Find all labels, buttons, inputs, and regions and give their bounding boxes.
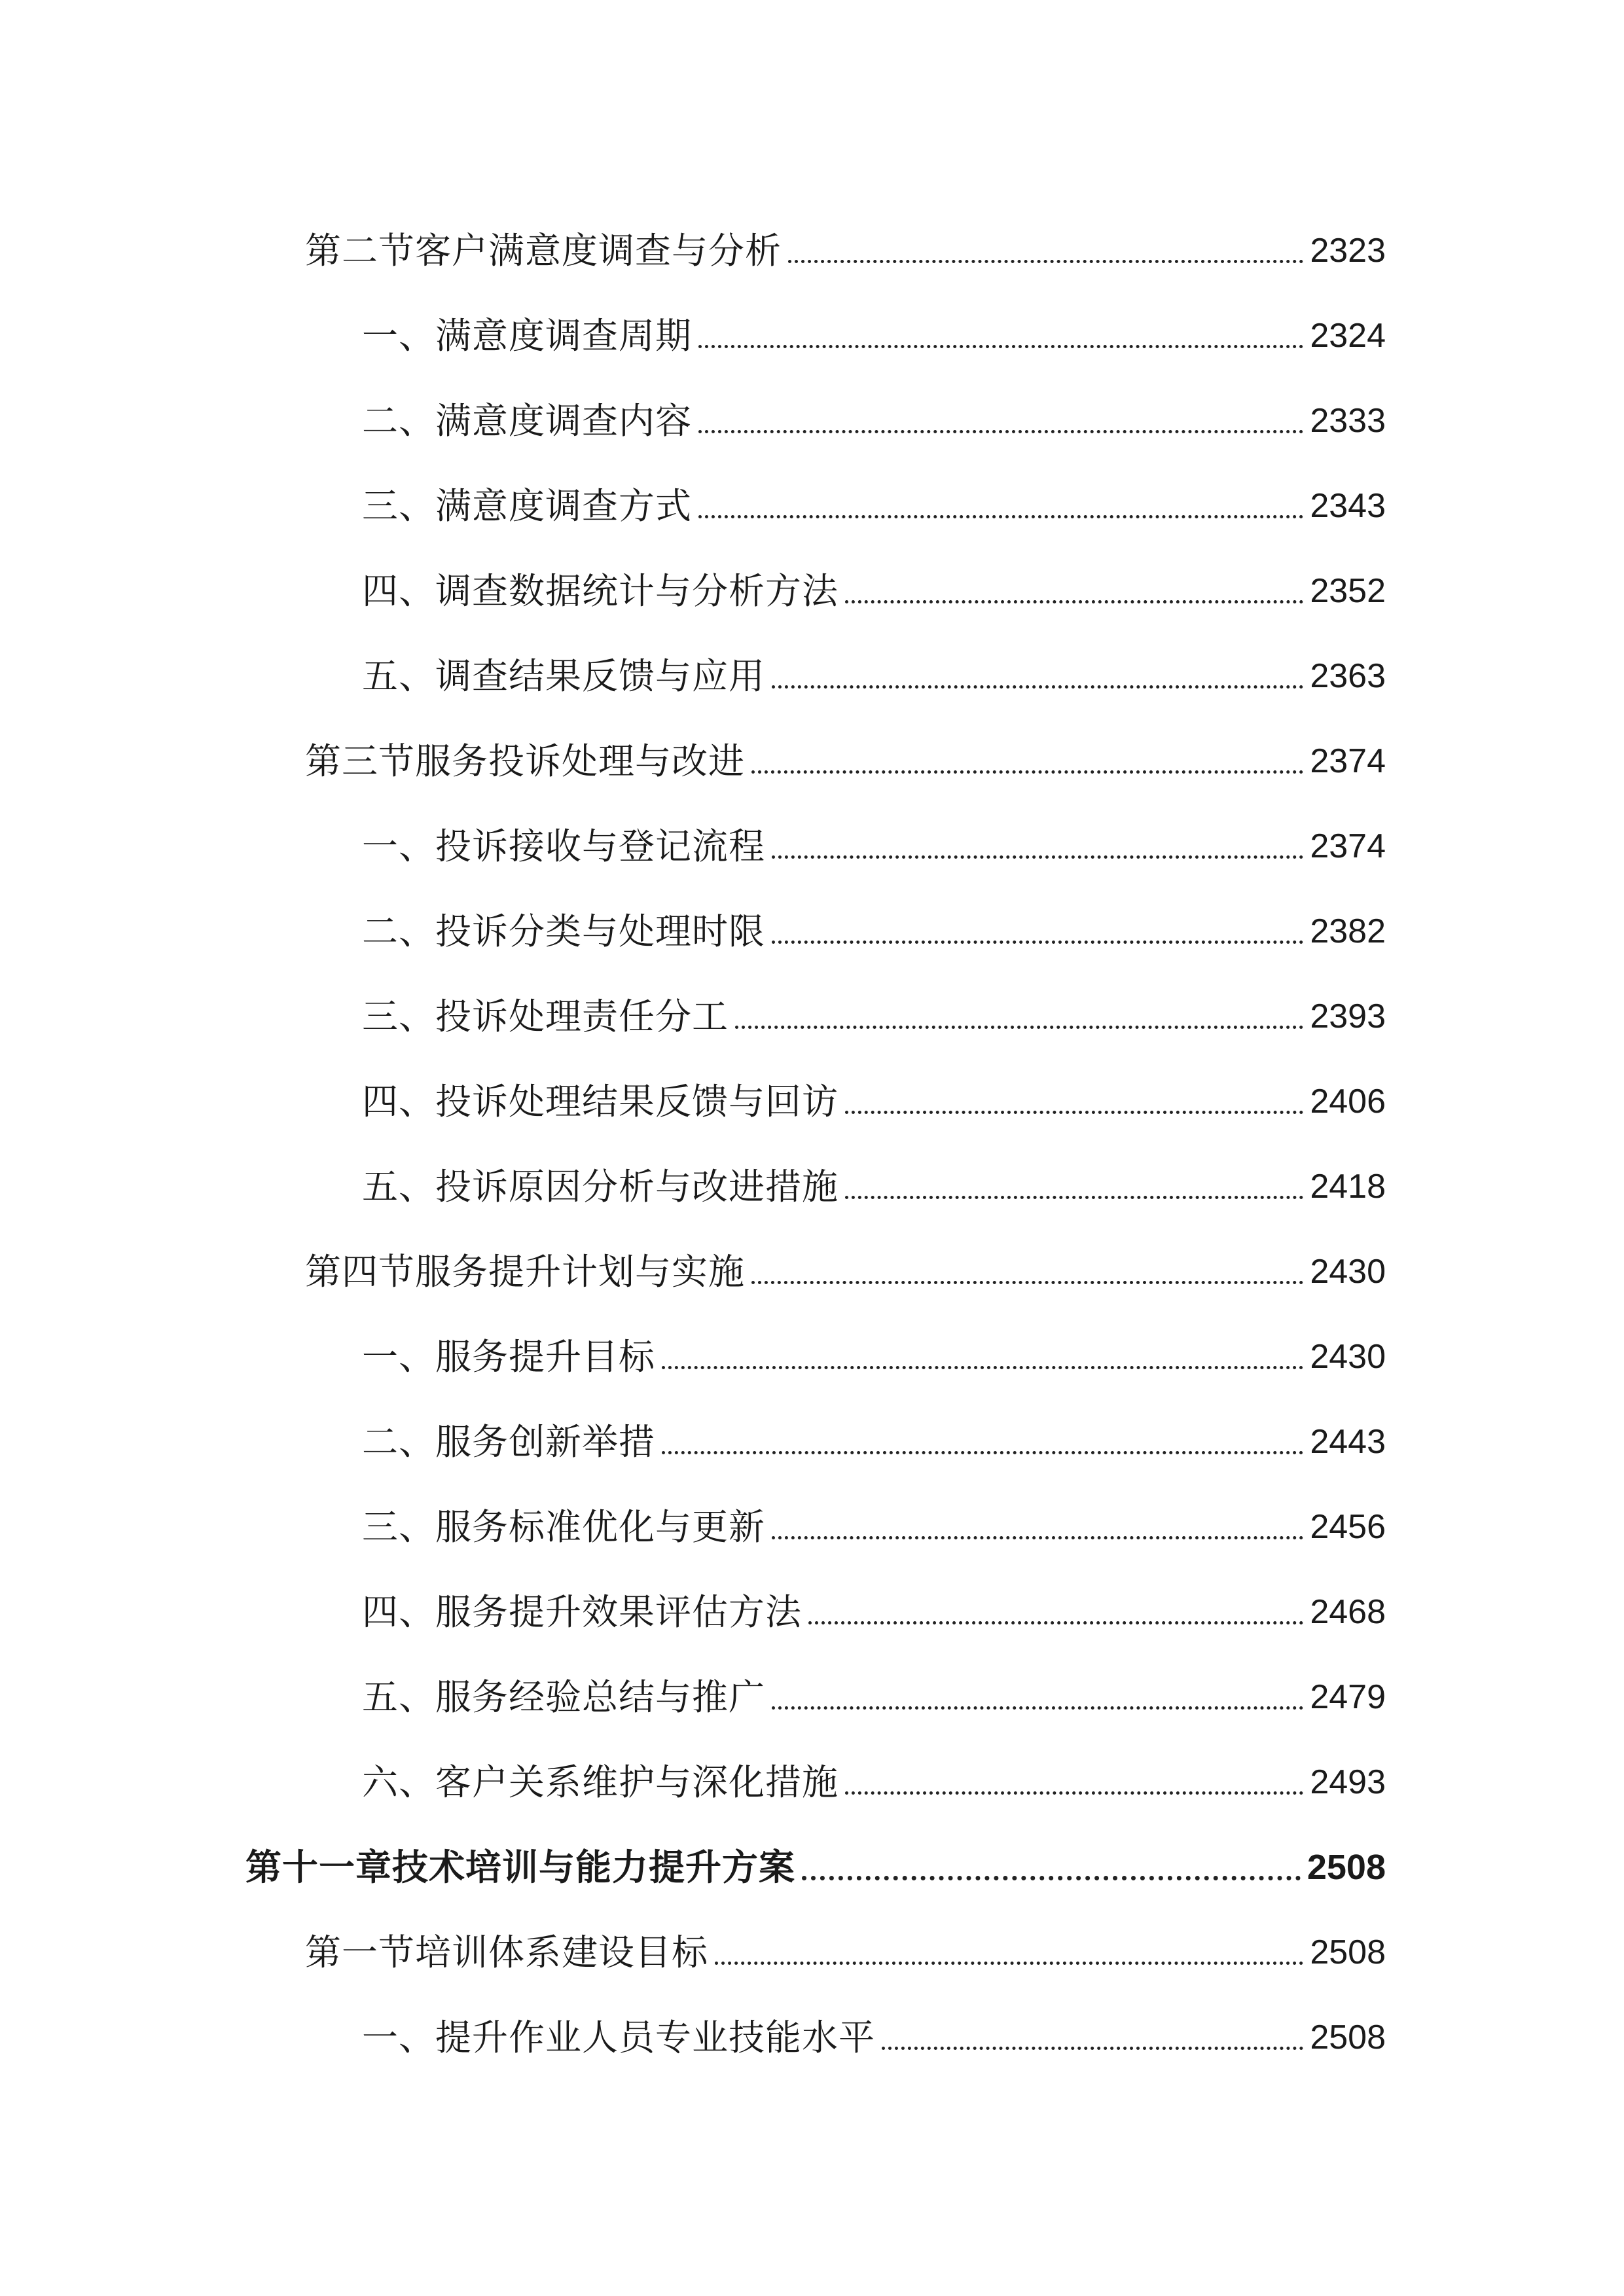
toc-entry[interactable]	[0, 1995, 1624, 2080]
toc-entry-title: 四、调查数据统计与分析方法	[362, 570, 839, 612]
toc-page-number: 2493	[1310, 1763, 1386, 1801]
toc-entry[interactable]	[0, 208, 1624, 293]
toc-dot-leader	[845, 600, 1303, 603]
toc-page-number: 2508	[1307, 1848, 1386, 1887]
toc-dot-leader	[751, 1281, 1303, 1284]
toc-entry[interactable]	[0, 1570, 1624, 1655]
toc-dot-leader	[662, 1366, 1303, 1369]
toc-page-number: 2333	[1310, 402, 1386, 440]
toc-entry[interactable]	[0, 974, 1624, 1059]
toc-entry-title: 一、服务提升目标	[362, 1336, 656, 1378]
toc-page-number: 2374	[1310, 827, 1386, 865]
toc-entry-title: 第十一章技术培训与能力提升方案	[245, 1846, 796, 1888]
toc-entry-title: 五、调查结果反馈与应用	[362, 655, 766, 697]
toc-entry-title: 三、投诉处理责任分工	[362, 996, 729, 1037]
toc-entry-title: 一、满意度调查周期	[362, 315, 693, 357]
toc-entry[interactable]	[0, 378, 1624, 463]
toc-entry[interactable]	[0, 1484, 1624, 1570]
toc-entry[interactable]	[0, 1314, 1624, 1399]
toc-entry[interactable]	[0, 1740, 1624, 1825]
toc-dot-leader	[882, 2047, 1303, 2050]
toc-dot-leader	[698, 430, 1303, 433]
toc-entry[interactable]	[0, 1059, 1624, 1144]
toc-entry[interactable]	[0, 719, 1624, 804]
toc-entry-title: 二、服务创新举措	[362, 1421, 656, 1463]
toc-entry-title: 第二节客户满意度调查与分析	[305, 230, 782, 272]
toc-entry-title: 三、满意度调查方式	[362, 485, 693, 527]
toc-dot-leader	[845, 1111, 1303, 1114]
toc-page-number: 2382	[1310, 912, 1386, 950]
toc-dot-leader	[802, 1876, 1301, 1880]
table-of-contents	[0, 208, 1624, 2080]
toc-dot-leader	[772, 941, 1303, 944]
toc-dot-leader	[698, 345, 1303, 348]
toc-entry[interactable]	[0, 293, 1624, 378]
toc-entry-title: 一、提升作业人员专业技能水平	[362, 2017, 876, 2058]
toc-dot-leader	[788, 260, 1303, 263]
toc-entry-title: 一、投诉接收与登记流程	[362, 825, 766, 867]
toc-dot-leader	[772, 855, 1303, 859]
toc-dot-leader	[808, 1621, 1303, 1624]
toc-entry-title: 二、投诉分类与处理时限	[362, 910, 766, 952]
toc-page-number: 2393	[1310, 997, 1386, 1035]
toc-dot-leader	[845, 1791, 1303, 1795]
toc-page-number: 2508	[1310, 1933, 1386, 1971]
toc-dot-leader	[662, 1451, 1303, 1454]
toc-entry[interactable]	[0, 463, 1624, 548]
toc-page-number: 2479	[1310, 1678, 1386, 1716]
toc-page-number: 2468	[1310, 1593, 1386, 1631]
toc-dot-leader	[845, 1196, 1303, 1199]
toc-dot-leader	[772, 1536, 1303, 1539]
toc-entry[interactable]	[0, 1229, 1624, 1314]
toc-dot-leader	[735, 1026, 1303, 1029]
toc-entry[interactable]	[0, 548, 1624, 634]
toc-page-number: 2430	[1310, 1253, 1386, 1291]
toc-page-number: 2406	[1310, 1083, 1386, 1121]
toc-dot-leader	[715, 1962, 1303, 1965]
toc-entry-title: 六、客户关系维护与深化措施	[362, 1761, 839, 1803]
toc-entry[interactable]	[0, 1144, 1624, 1229]
toc-page-number: 2352	[1310, 572, 1386, 610]
toc-entry-title: 三、服务标准优化与更新	[362, 1506, 766, 1548]
toc-dot-leader	[772, 685, 1303, 689]
toc-chapter-entry[interactable]	[0, 1825, 1624, 1910]
toc-page-number: 2374	[1310, 742, 1386, 780]
toc-entry-title: 第一节培训体系建设目标	[305, 1931, 709, 1973]
toc-page-number: 2456	[1310, 1508, 1386, 1546]
toc-dot-leader	[751, 770, 1303, 774]
toc-page-number: 2508	[1310, 2018, 1386, 2056]
toc-entry-title: 二、满意度调查内容	[362, 400, 693, 442]
toc-dot-leader	[772, 1706, 1303, 1710]
toc-entry[interactable]	[0, 1399, 1624, 1484]
toc-entry[interactable]	[0, 889, 1624, 974]
toc-page-number: 2343	[1310, 487, 1386, 525]
toc-page-number: 2443	[1310, 1423, 1386, 1461]
toc-entry-title: 四、服务提升效果评估方法	[362, 1591, 803, 1633]
toc-entry-title: 四、投诉处理结果反馈与回访	[362, 1081, 839, 1122]
toc-page-number: 2324	[1310, 317, 1386, 355]
toc-page-number: 2430	[1310, 1338, 1386, 1376]
toc-entry-title: 五、投诉原因分析与改进措施	[362, 1166, 839, 1208]
toc-entry-title: 第三节服务投诉处理与改进	[305, 740, 746, 782]
toc-entry-title: 第四节服务提升计划与实施	[305, 1251, 746, 1293]
toc-entry[interactable]	[0, 1655, 1624, 1740]
toc-entry[interactable]	[0, 804, 1624, 889]
toc-entry-title: 五、服务经验总结与推广	[362, 1676, 766, 1718]
toc-dot-leader	[698, 515, 1303, 518]
toc-page-number: 2418	[1310, 1168, 1386, 1206]
toc-page-number: 2363	[1310, 657, 1386, 695]
toc-entry[interactable]	[0, 1910, 1624, 1995]
toc-entry[interactable]	[0, 634, 1624, 719]
toc-page-number: 2323	[1310, 232, 1386, 270]
